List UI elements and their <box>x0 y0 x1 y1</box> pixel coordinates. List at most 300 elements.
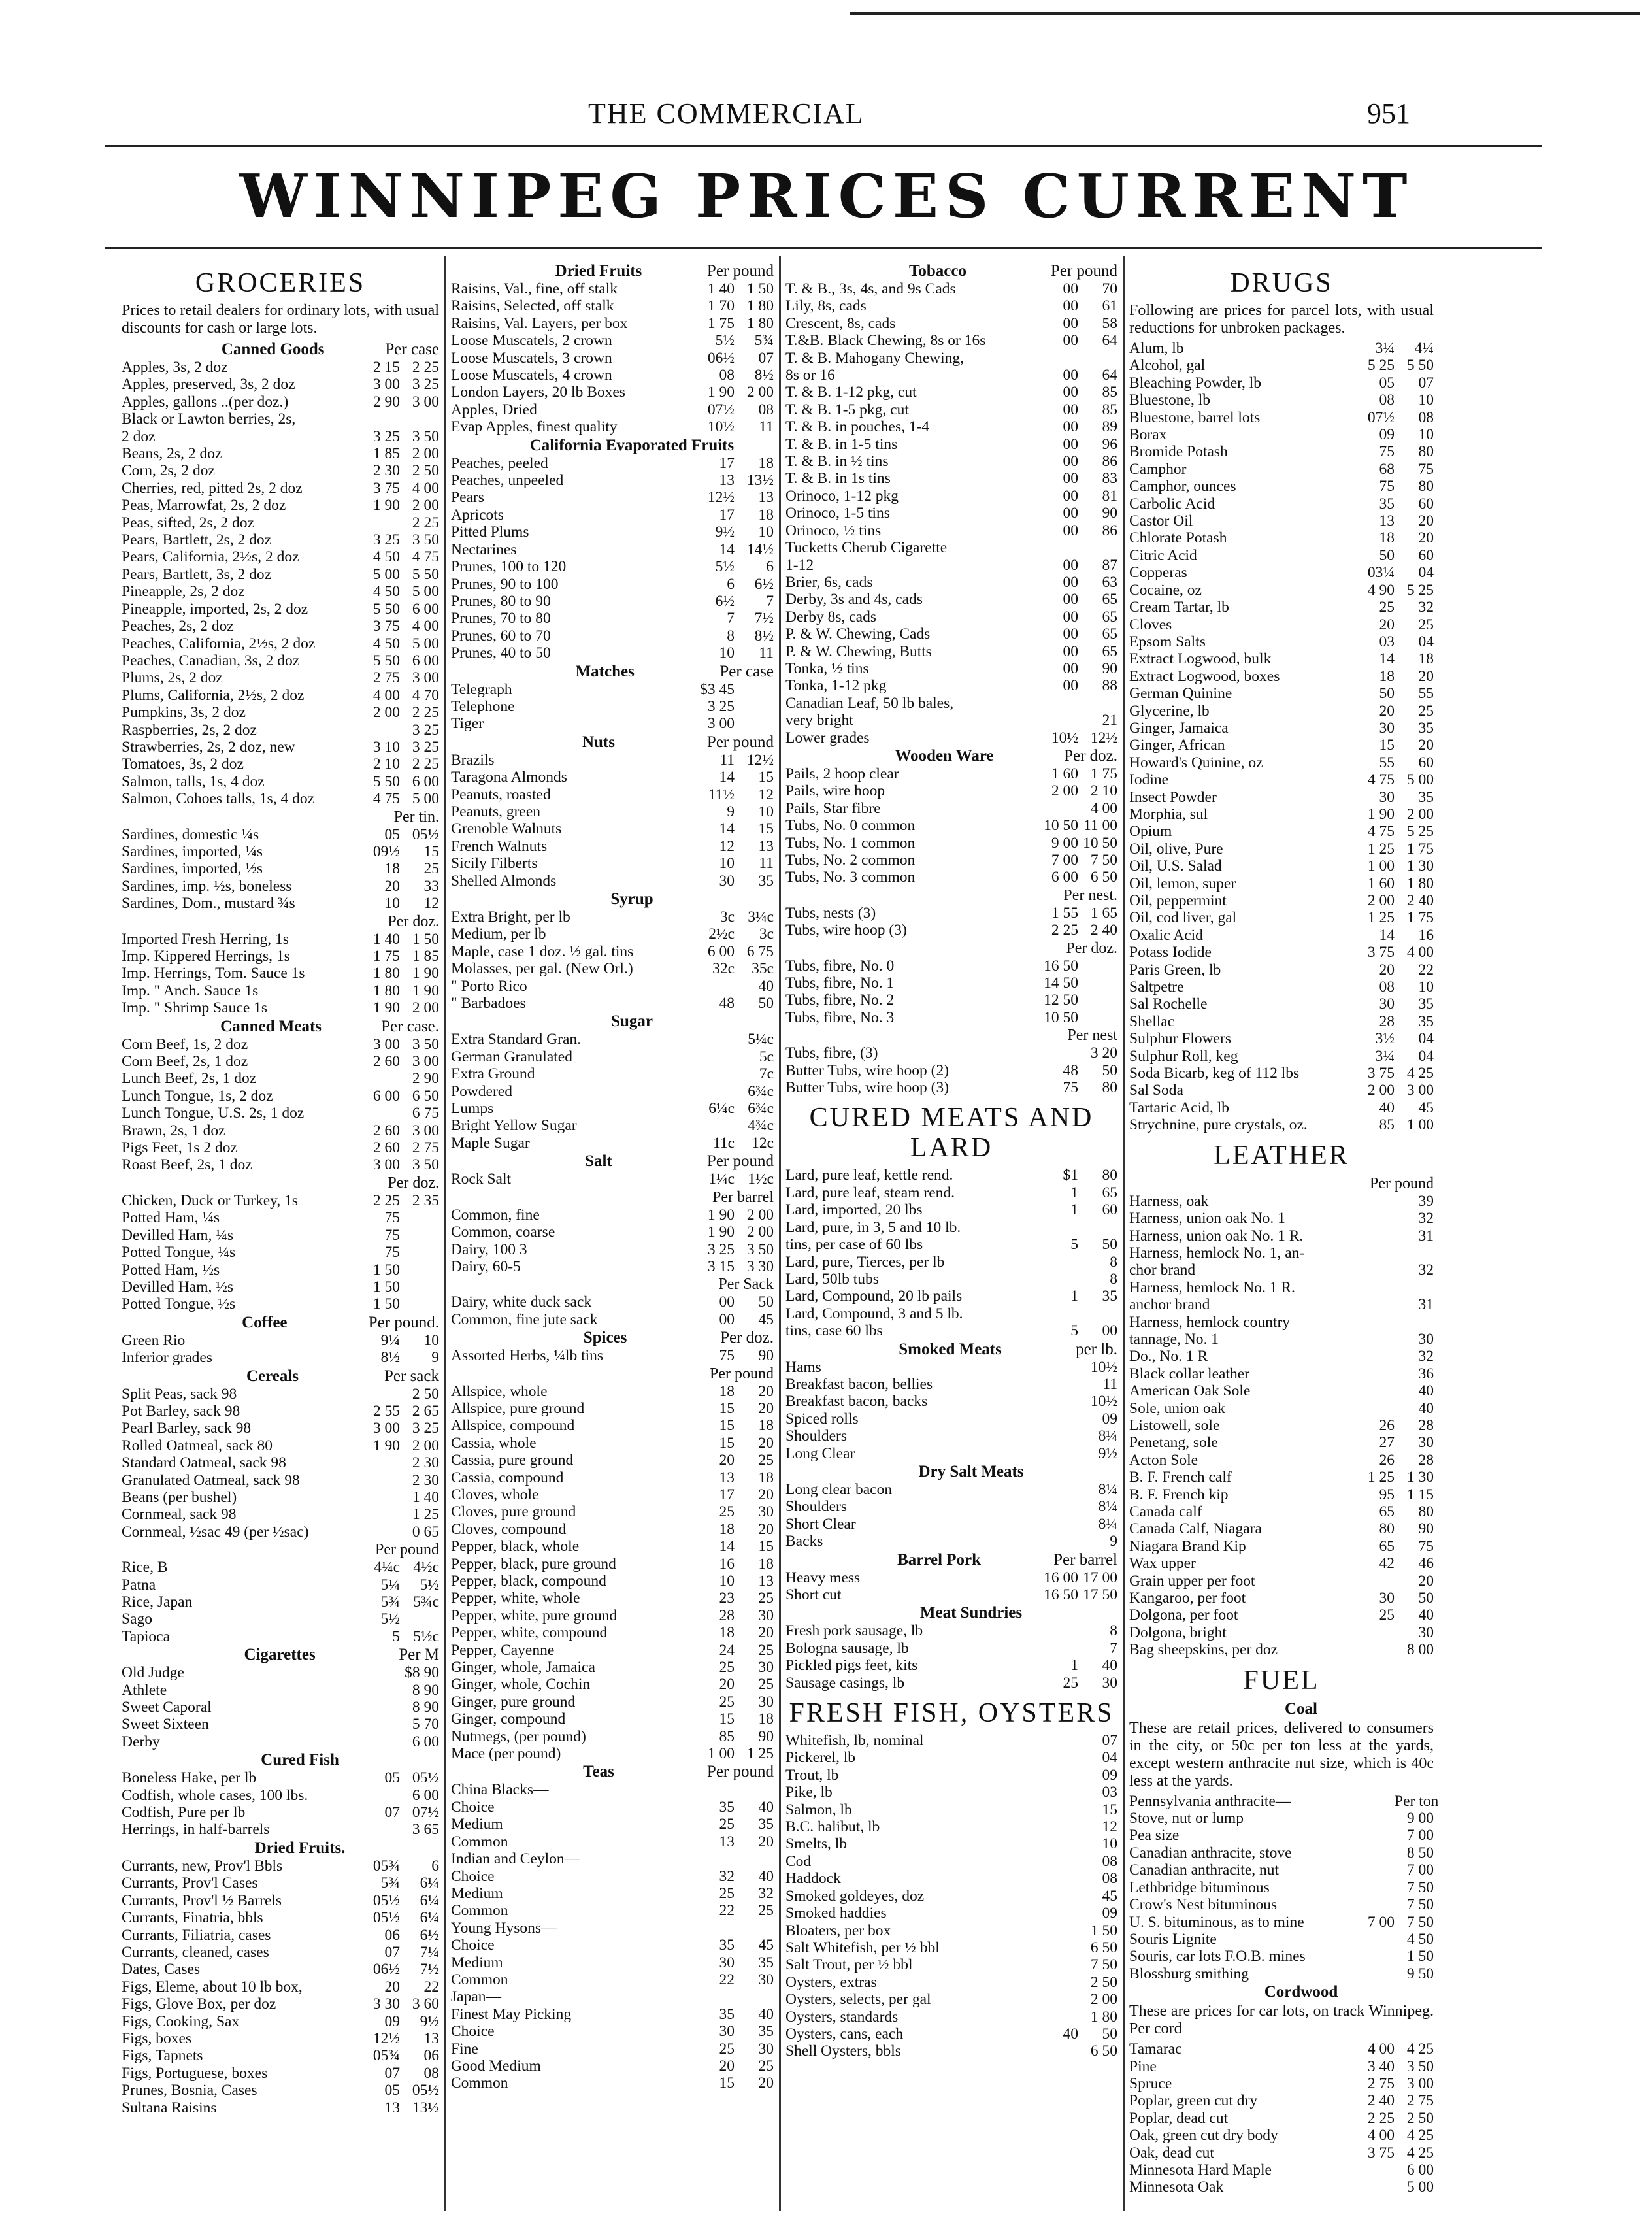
price-high: 61 <box>1102 297 1117 315</box>
item-name: Apricots <box>451 506 504 524</box>
price-row <box>1129 1827 1434 1844</box>
price-row <box>1129 1048 1434 1065</box>
price-high: 25 <box>758 1590 774 1607</box>
price-high: 1 80 <box>1406 875 1434 892</box>
item-name: Epsom Salts <box>1129 633 1206 650</box>
price-row <box>451 978 774 995</box>
price-low: 50 <box>1379 685 1395 703</box>
item-name: Choice <box>451 1937 495 1954</box>
item-name: Butter Tubs, wire hoop (2) <box>785 1061 950 1079</box>
price-high: 4 00 <box>412 618 439 635</box>
subsection-unit: Per sack <box>384 1367 439 1385</box>
price-high: 75 <box>1418 1537 1434 1555</box>
price-low: 10 <box>719 644 735 662</box>
price-high: 6 50 <box>412 1087 439 1105</box>
price-high: 13½ <box>412 2099 439 2116</box>
price-row <box>785 1376 1117 1393</box>
price-high: 36 <box>1418 1365 1434 1382</box>
item-name: Lethbridge bituminous <box>1129 1878 1270 1896</box>
price-high: 35 <box>1418 995 1434 1013</box>
price-high: 20 <box>1418 737 1434 754</box>
item-name: tins, case 60 lbs <box>785 1322 883 1340</box>
subsection-unit: Per doz. <box>1064 746 1117 765</box>
price-row <box>785 1427 1117 1444</box>
price-row <box>785 1044 1117 1061</box>
item-name: Oil, cod liver, gal <box>1129 909 1237 927</box>
price-row <box>1129 375 1434 392</box>
item-name: Young Hysons— <box>451 1919 557 1937</box>
item-name: Potted Ham, ¼s <box>122 1209 220 1227</box>
price-high: 0 65 <box>412 1523 439 1541</box>
price-low <box>1353 1400 1395 1417</box>
price-low: 10 <box>719 1573 735 1590</box>
price-low: 00 <box>1063 314 1078 332</box>
price-row <box>451 1833 774 1850</box>
item-name: Alcohol, gal <box>1129 357 1206 375</box>
price-low: 12½ <box>372 2029 400 2047</box>
section-heading: CURED MEATS AND LARD <box>809 1103 1094 1163</box>
item-name: Brawn, 2s, 1 doz <box>122 1122 225 1139</box>
price-high: 18 <box>1418 650 1434 668</box>
price-row <box>785 1853 1117 1870</box>
subsection-header <box>122 1367 439 1386</box>
price-high: 5 50 <box>412 565 439 583</box>
price-row <box>451 1988 774 2005</box>
price-row <box>1129 1590 1434 1607</box>
item-name: Patna <box>122 1576 156 1594</box>
price-low <box>1036 1732 1078 1749</box>
price-high: 50 <box>1418 1590 1434 1607</box>
price-row <box>785 835 1117 852</box>
item-name: Herrings, in half-barrels <box>122 1821 270 1839</box>
item-name: Stove, nut or lump <box>1129 1810 1244 1827</box>
price-row <box>1129 685 1434 702</box>
price-high: 2 00 <box>412 1437 439 1454</box>
price-row <box>122 1192 439 1209</box>
item-name: Figs, boxes <box>122 2029 192 2047</box>
item-name: Allspice, whole <box>451 1382 548 1400</box>
price-row <box>1129 2144 1434 2161</box>
item-name: Cod <box>785 1852 812 1870</box>
price-row <box>122 1682 439 1699</box>
item-name: Pine <box>1129 2058 1157 2075</box>
price-high: 10 <box>423 1331 439 1349</box>
price-row <box>451 384 774 401</box>
price-row <box>122 704 439 721</box>
price-high: 6¾c <box>748 1100 774 1118</box>
price-high: 2 25 <box>412 514 439 531</box>
price-high: 3¼c <box>748 909 774 926</box>
price-high <box>735 1988 774 2005</box>
item-name: Kangaroo, per foot <box>1129 1590 1246 1607</box>
price-high: 70 <box>1102 280 1117 297</box>
price-high: 15 <box>1102 1801 1117 1818</box>
price-column-4 <box>1129 261 1439 2209</box>
item-name: Telephone <box>451 697 515 715</box>
price-row <box>122 1769 439 1786</box>
price-low <box>1036 1784 1078 1801</box>
item-name: Rolled Oatmeal, sack 80 <box>122 1437 273 1454</box>
price-high: 1 50 <box>1090 1922 1117 1939</box>
subsection-title: Spices <box>583 1329 627 1347</box>
price-row <box>122 2047 439 2064</box>
price-low: 5¾ <box>380 1594 400 1610</box>
price-high <box>1078 975 1117 992</box>
item-name: Soda Bicarb, keg of 112 lbs <box>1129 1065 1300 1082</box>
price-row <box>451 1486 774 1503</box>
price-low <box>358 410 400 427</box>
price-low: 1 70 <box>707 297 735 315</box>
price-high: 7c <box>759 1065 774 1083</box>
item-name: Lard, pure, in 3, 5 and 10 lb. <box>785 1218 961 1236</box>
item-name: Pigs Feet, 1s 2 doz <box>122 1139 237 1157</box>
price-row <box>122 1716 439 1733</box>
price-low: 50 <box>1379 546 1395 564</box>
price-row <box>451 1885 774 1902</box>
price-low: 5 <box>392 1627 400 1645</box>
item-name: Long Clear <box>785 1444 855 1462</box>
price-row <box>785 1956 1117 1973</box>
price-row <box>122 1978 439 1995</box>
price-low <box>1036 1481 1078 1498</box>
price-low: 1 80 <box>372 982 400 999</box>
item-name: Prunes, Bosnia, Cases <box>122 2082 257 2099</box>
price-low <box>1353 1844 1395 1861</box>
price-low: 17 <box>719 1486 735 1503</box>
price-row <box>1129 1099 1434 1116</box>
item-name: Smoked goldeyes, doz <box>785 1887 925 1905</box>
price-high: 3 00 <box>1406 2075 1434 2092</box>
price-row <box>451 2006 774 2023</box>
page-number: 951 <box>1367 97 1410 129</box>
item-name: Short cut <box>785 1586 842 1603</box>
item-name: Derby <box>122 1733 160 1750</box>
section-heading: LEATHER <box>1214 1140 1349 1171</box>
price-row <box>1129 737 1434 754</box>
price-low: 48 <box>1063 1061 1078 1079</box>
item-name: Lard, pure leaf, steam rend. <box>785 1184 955 1201</box>
price-high: 85 <box>1102 401 1117 418</box>
price-row <box>785 1445 1117 1462</box>
price-low: 2½c <box>708 926 735 943</box>
price-row <box>451 909 774 926</box>
price-high: 20 <box>758 1520 774 1538</box>
item-name: Orinoco, 1-12 pkg <box>785 487 899 505</box>
item-name: Tapioca <box>122 1627 171 1645</box>
price-row <box>122 1594 439 1610</box>
item-name: Dolgona, bright <box>1129 1624 1227 1641</box>
item-name: American Oak Sole <box>1129 1382 1251 1400</box>
price-row <box>451 1799 774 1816</box>
price-low: 00 <box>1063 401 1078 418</box>
price-row <box>451 1902 774 1919</box>
price-low <box>1036 695 1078 712</box>
price-high: 20 <box>758 2075 774 2092</box>
price-high: 10 <box>758 524 774 541</box>
price-low: 00 <box>1063 591 1078 609</box>
price-row <box>1129 1844 1434 1861</box>
price-row <box>1129 426 1434 443</box>
price-low: 1 90 <box>707 1224 735 1241</box>
price-high: 1 50 <box>1406 1948 1434 1965</box>
price-high: 12c <box>752 1134 774 1152</box>
price-high: 1 40 <box>412 1488 439 1506</box>
item-name: Dates, Cases <box>122 1961 201 1978</box>
price-low: 3 75 <box>372 618 400 635</box>
price-high <box>400 1227 439 1244</box>
price-low: 12 <box>719 837 735 855</box>
price-low: 5 50 <box>372 773 400 790</box>
price-high: 04 <box>1102 1749 1117 1767</box>
price-row <box>451 1435 774 1452</box>
price-high: 00 <box>1102 1322 1117 1340</box>
price-row <box>785 1079 1117 1096</box>
item-name: Strawberries, 2s, 2 doz, new <box>122 738 295 756</box>
item-name: Pennsylvania anthracite— <box>1129 1792 1291 1810</box>
price-low: 00 <box>1063 367 1078 384</box>
item-name: Salt Trout, per ½ bbl <box>785 1956 913 1974</box>
item-name: Ginger, pure ground <box>451 1693 576 1710</box>
price-low: 2 00 <box>372 704 400 722</box>
price-high: 6 50 <box>1090 2043 1117 2060</box>
price-row <box>451 1048 774 1065</box>
price-low <box>1353 1931 1395 1948</box>
price-high: 11 00 <box>1083 817 1117 835</box>
price-row <box>451 838 774 855</box>
price-high: 80 <box>1418 443 1434 461</box>
item-name: Butter Tubs, wire hoop (3) <box>785 1079 950 1097</box>
price-row <box>122 1892 439 1909</box>
item-name: Oysters, extras <box>785 1973 877 1991</box>
price-row <box>122 826 439 843</box>
price-high: 10 50 <box>1083 834 1117 852</box>
price-row <box>785 1305 1117 1322</box>
price-high: 1 65 <box>1090 904 1117 922</box>
price-high: 30 <box>758 1971 774 1988</box>
price-high: 45 <box>1102 1887 1117 1905</box>
subsection-unit: Per case. <box>381 1017 439 1035</box>
price-low: 35 <box>1379 495 1395 512</box>
item-name: Oak, dead cut <box>1129 2144 1214 2161</box>
item-name: Copperas <box>1129 564 1187 582</box>
price-column-1 <box>122 261 439 2209</box>
item-name: Potted Ham, ½s <box>122 1261 220 1278</box>
price-low: 25 <box>719 1503 735 1521</box>
price-low: 10 50 <box>1044 817 1078 835</box>
price-low <box>1353 1793 1395 1810</box>
price-row <box>451 350 774 367</box>
item-name: Pike, lb <box>785 1784 833 1801</box>
price-high: 13 <box>758 489 774 507</box>
price-low: 2 60 <box>372 1139 400 1157</box>
subsection-title: Canned Goods <box>221 341 325 358</box>
price-low: 20 <box>384 1978 400 1995</box>
price-row <box>785 922 1117 939</box>
price-row <box>1129 461 1434 478</box>
price-row <box>785 1009 1117 1026</box>
item-name: Extra Standard Gran. <box>451 1031 582 1048</box>
item-name: Alum, lb <box>1129 340 1184 357</box>
item-name: Nectarines <box>451 541 517 558</box>
column-divider <box>1123 256 1125 2211</box>
price-row <box>122 2082 439 2099</box>
price-high: 3 30 <box>746 1258 774 1275</box>
price-high: 18 <box>758 1555 774 1573</box>
price-row <box>451 1868 774 1885</box>
item-name: Loose Muscatels, 2 crown <box>451 332 612 350</box>
price-high: 1 00 <box>1406 1116 1434 1134</box>
price-high: 40 <box>758 977 774 995</box>
item-name: Sago <box>122 1610 152 1628</box>
item-name: Lower grades <box>785 729 870 746</box>
price-low: 20 <box>384 877 400 895</box>
price-low <box>1036 1533 1078 1550</box>
item-name: Glycerine, lb <box>1129 702 1210 720</box>
item-name: Mace (per pound) <box>451 1745 561 1763</box>
price-row <box>451 315 774 332</box>
price-low: 3c <box>719 909 735 926</box>
price-row <box>785 800 1117 817</box>
price-low: 09½ <box>372 843 400 860</box>
price-low: 1 90 <box>372 1437 400 1454</box>
price-high: 6 <box>431 1857 439 1875</box>
price-low <box>1036 1498 1078 1515</box>
price-row <box>122 722 439 739</box>
item-name: Cassia, whole <box>451 1434 537 1452</box>
price-row <box>785 1784 1117 1801</box>
price-row <box>122 1472 439 1489</box>
price-row <box>122 878 439 895</box>
subsection-header <box>122 1017 439 1036</box>
price-high: 21 <box>1102 712 1117 729</box>
price-low: 5½ <box>715 332 735 350</box>
price-low: 11 <box>719 751 735 769</box>
price-row <box>785 574 1117 591</box>
price-high: 5c <box>759 1048 774 1065</box>
price-row <box>785 1219 1117 1236</box>
item-name: Peaches, peeled <box>451 454 548 472</box>
item-name: Potass Iodide <box>1129 944 1212 961</box>
price-low: 05 <box>384 2082 400 2099</box>
price-high: 2 30 <box>412 1471 439 1489</box>
price-low <box>358 514 400 531</box>
price-low <box>1353 1227 1395 1244</box>
item-name: Pears <box>451 489 484 507</box>
price-low: 20 <box>719 2057 735 2075</box>
item-name: Shell Oysters, bbls <box>785 2043 901 2060</box>
item-name: Peaches, unpeeled <box>451 472 564 490</box>
item-name: Peanuts, green <box>451 803 541 820</box>
subsection-title: Teas <box>583 1763 614 1781</box>
item-name: Old Judge <box>122 1664 184 1682</box>
price-low <box>358 1664 400 1681</box>
item-name: Standard Oatmeal, sack 98 <box>122 1454 286 1472</box>
price-high: 2 75 <box>412 1139 439 1157</box>
price-low: 11c <box>712 1134 735 1152</box>
price-low <box>1036 1905 1078 1922</box>
price-row <box>785 852 1117 869</box>
item-name: Cornmeal, sack 98 <box>122 1506 237 1524</box>
item-name: Extract Logwood, bulk <box>1129 650 1272 668</box>
item-name: Ginger, whole, Cochin <box>451 1676 591 1694</box>
price-high: 3 50 <box>412 1156 439 1174</box>
item-name: Bag sheepskins, per doz <box>1129 1641 1278 1659</box>
price-row <box>785 782 1117 799</box>
subsection-title: Cereals <box>246 1367 299 1385</box>
price-high: 86 <box>1102 522 1117 539</box>
price-low: 23 <box>719 1590 735 1607</box>
price-low: 75 <box>384 1209 400 1227</box>
item-name: Camphor <box>1129 460 1187 478</box>
price-row <box>451 1117 774 1134</box>
price-low <box>1036 1922 1078 1939</box>
price-high: 1 50 <box>412 930 439 948</box>
price-row <box>451 280 774 297</box>
item-name: Corn, 2s, 2 doz <box>122 462 215 480</box>
subsection-title: Cigarettes <box>244 1646 316 1664</box>
subsection-unit: Per pound <box>706 1763 774 1781</box>
price-row <box>785 1516 1117 1533</box>
price-row <box>1129 2178 1434 2195</box>
price-high: 40 <box>758 2005 774 2023</box>
item-name: Backs <box>785 1533 823 1550</box>
price-low: 75 <box>1379 478 1395 495</box>
price-high: 87 <box>1102 556 1117 574</box>
item-name: Extract Logwood, boxes <box>1129 667 1280 685</box>
price-row <box>1129 1469 1434 1486</box>
price-low: 2 40 <box>1367 2092 1395 2110</box>
price-low <box>1036 2043 1078 2060</box>
item-name: Medium, per lb <box>451 926 546 943</box>
price-row <box>1129 2041 1434 2058</box>
subsection-header <box>122 340 439 359</box>
banner-rule <box>105 247 1542 249</box>
price-high: 8½ <box>754 627 774 644</box>
price-low <box>1353 1827 1395 1844</box>
price-unit-label: Per tin. <box>393 808 439 826</box>
price-high: 88 <box>1102 677 1117 695</box>
price-high: 8 00 <box>1406 1641 1434 1659</box>
price-low: 00 <box>1063 659 1078 677</box>
price-high <box>400 1278 439 1295</box>
price-row <box>451 1258 774 1275</box>
price-row <box>1129 1296 1434 1313</box>
price-row <box>451 820 774 837</box>
price-row <box>785 1640 1117 1657</box>
price-low: 3 25 <box>707 697 735 715</box>
price-high: 7 50 <box>1406 1878 1434 1896</box>
price-high: 8½ <box>754 367 774 384</box>
price-high <box>1395 1314 1434 1331</box>
item-name: Pepper, white, compound <box>451 1624 608 1642</box>
price-low <box>1036 1271 1078 1288</box>
price-row <box>785 1167 1117 1184</box>
item-name: B. F. French kip <box>1129 1486 1229 1503</box>
price-row <box>785 1801 1117 1818</box>
price-high: 64 <box>1102 332 1117 350</box>
price-high: 1 75 <box>1090 765 1117 782</box>
item-name: Cloves, compound <box>451 1520 567 1538</box>
price-row <box>785 1359 1117 1376</box>
item-name: Common <box>451 1833 508 1850</box>
price-row <box>122 895 439 912</box>
price-low: 30 <box>1379 788 1395 806</box>
subsection-header <box>1129 1699 1434 1718</box>
price-low: 1 90 <box>372 497 400 514</box>
price-high: 6½ <box>754 575 774 593</box>
item-name: Niagara Brand Kip <box>1129 1537 1246 1555</box>
item-name: Tiger <box>451 715 484 733</box>
